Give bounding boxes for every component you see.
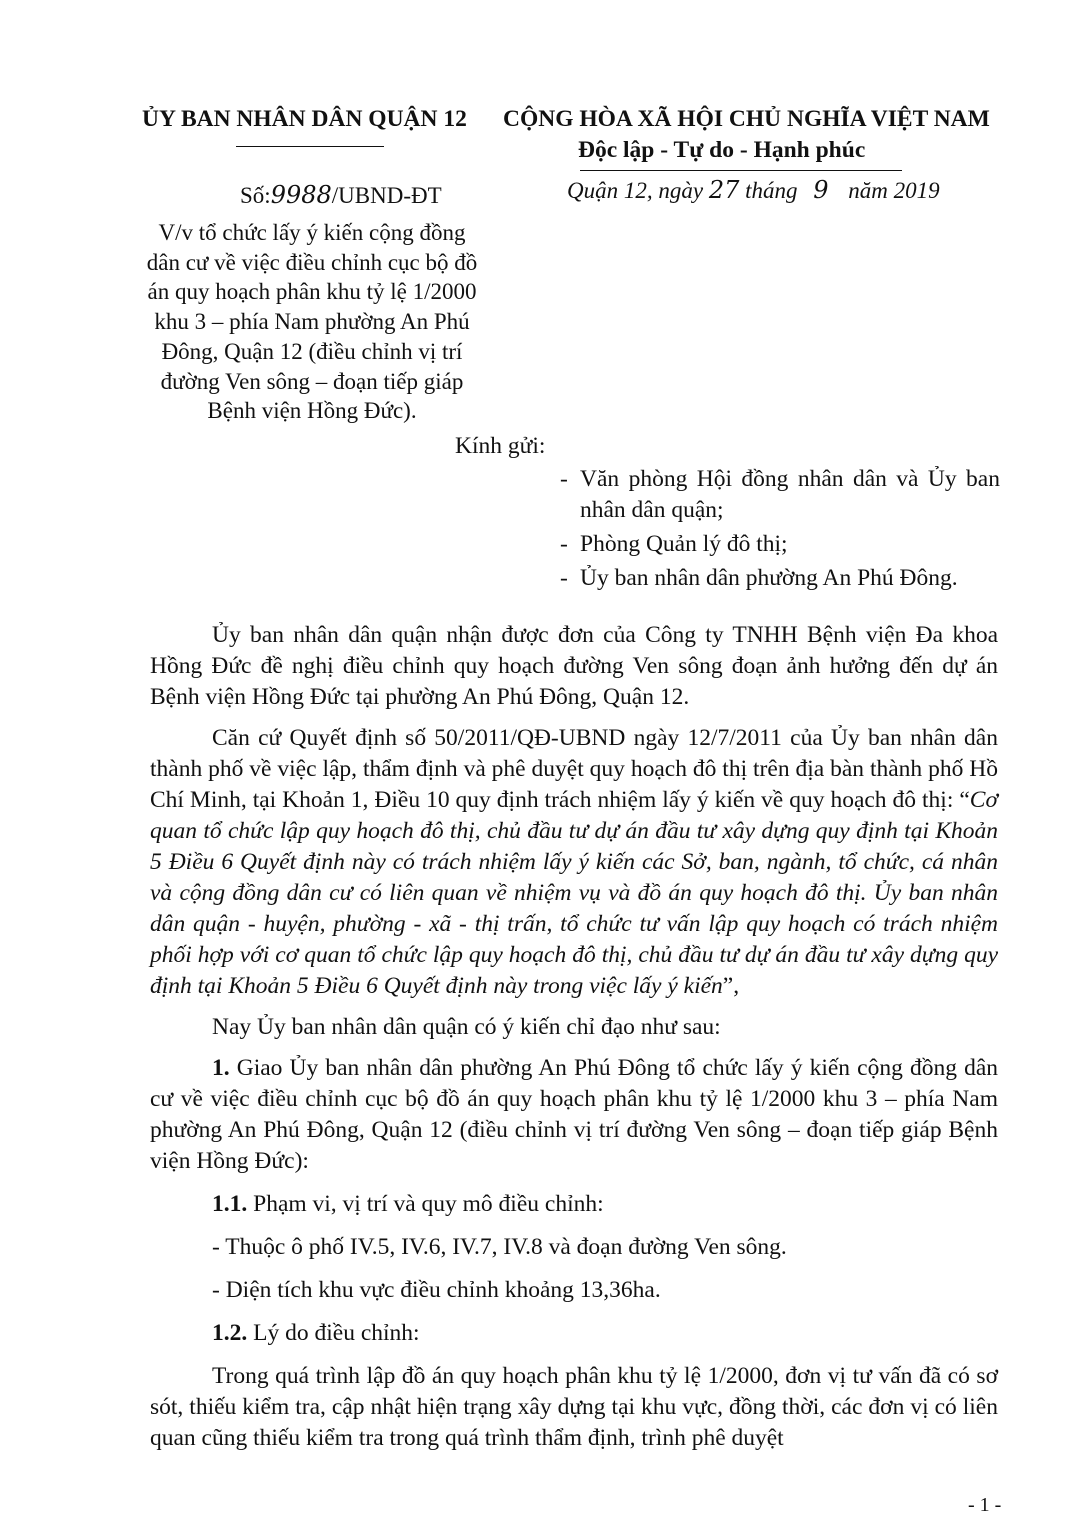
item-1-text: Giao Ủy ban nhân dân phường An Phú Đông tổ chức lấy ý kiến cộng đồng dân cư về việc điều chỉnh cục bộ đồ án quy hoạch phân khu tỷ lệ 1/2000 khu 3 – phía Nam phường An Phú Đông, Quận 12 (điều chỉnh vị trí đường Ven sông – đoạn tiếp giáp Bệnh viện Hồng Đức): xyxy=(150,1055,998,1174)
recipients-list xyxy=(560,464,1000,597)
recipient-item: - Ủy ban nhân dân phường An Phú Đông. xyxy=(560,563,1000,594)
nation-name: CỘNG HÒA XÃ HỘI CHỦ NGHĨA VIỆT NAM xyxy=(503,106,990,132)
legal-basis-quote: Cơ quan tổ chức lập quy hoạch đô thị, chủ đầu tư dự án đầu tư xây dựng quy định tại Khoản 5 Điều 6 Quyết định này có trách nhiệm lấy ý kiến các Sở, ban, ngành, tổ chức, cá nhân và cộng đồng dân cư có liên quan về nhiệm vụ và đồ án quy hoạch đô thị. Ủy ban nhân dân quận - huyện, phường - xã - thị trấn, tổ chức tư vấn lập quy hoạch có trách nhiệm phối hợp với cơ quan tổ chức lập quy hoạch đô thị, chủ đầu tư dự án đầu tư xây dựng quy định tại Khoản 5 Điều 6 Quyết định này trong việc lấy ý kiến xyxy=(150,787,998,999)
date-line xyxy=(567,176,940,204)
issuer-underline xyxy=(236,146,384,147)
recipient-text: Ủy ban nhân dân phường An Phú Đông. xyxy=(580,565,958,591)
recipient-text: Phòng Quản lý đô thị; xyxy=(580,531,788,557)
issuer-name: ỦY BAN NHÂN DÂN QUẬN 12 xyxy=(142,106,467,132)
item-1-2-text: Lý do điều chỉnh: xyxy=(247,1320,420,1346)
doc-number-handwritten: 9988 xyxy=(270,181,332,209)
subject-line: Bệnh viện Hồng Đức). xyxy=(207,398,417,424)
paragraph-legal-basis xyxy=(150,723,998,1002)
date-mid: tháng xyxy=(745,178,798,203)
paragraph-item-1-1 xyxy=(150,1189,998,1220)
subject-line: dân cư về việc điều chỉnh cục bộ đồ xyxy=(146,249,478,275)
national-motto: Độc lập - Tự do - Hạnh phúc xyxy=(578,137,866,163)
item-1-2-number: 1.2. xyxy=(212,1320,248,1346)
page-number: - 1 - xyxy=(968,1494,1002,1516)
recipient-item: - Văn phòng Hội đồng nhân dân và Ủy ban nhân dân quận; xyxy=(560,464,1000,526)
legal-basis-end: ”, xyxy=(722,973,740,999)
legal-basis-intro: Căn cứ Quyết định số 50/2011/QĐ-UBND ngày 12/7/2011 của Ủy ban nhân dân thành phố về việc lập, thẩm định và phê duyệt quy hoạch đô thị trên địa bàn thành phố Hồ Chí Minh, tại Khoản 1, Điều 10 quy định trách nhiệm lấy ý kiến về quy hoạch đô thị: “ xyxy=(150,725,998,813)
subject-line: đường Ven sông – đoạn tiếp giáp xyxy=(160,368,464,394)
salutation: Kính gửi: xyxy=(455,433,546,459)
bullet-item: - Thuộc ô phố IV.5, IV.6, IV.7, IV.8 và đoạn đường Ven sông. xyxy=(212,1234,787,1260)
subject-block xyxy=(132,218,492,426)
subject-line: khu 3 – phía Nam phường An Phú xyxy=(154,309,470,335)
date-day: 27 xyxy=(708,176,740,204)
date-prefix: Quận 12, ngày xyxy=(567,178,704,203)
date-suffix: năm 2019 xyxy=(848,178,940,203)
date-month: 9 xyxy=(813,176,829,204)
paragraph-item-1-2 xyxy=(150,1318,998,1349)
motto-underline xyxy=(580,170,902,171)
item-1-1-number: 1.1. xyxy=(212,1191,248,1217)
paragraph-petition: Ủy ban nhân dân quận nhận được đơn của Công ty TNHH Bệnh viện Đa khoa Hồng Đức đề nghị điều chỉnh quy hoạch đường Ven sông đoạn ảnh hưởng đến dự án Bệnh viện Hồng Đức tại phường An Phú Đông, Quận 12. xyxy=(150,622,998,710)
item-1-number: 1. xyxy=(212,1055,230,1081)
paragraph-reason: Trong quá trình lập đồ án quy hoạch phân khu tỷ lệ 1/2000, đơn vị tư vấn đã có sơ sót, thiếu kiểm tra, cập nhật hiện trạng xây dựng tại khu vực, đồng thời, các đơn vị có liên quan cũng thiếu kiểm tra trong quá trình thẩm định, trình phê duyệt xyxy=(150,1363,998,1451)
recipient-item: - Phòng Quản lý đô thị; xyxy=(560,529,1000,560)
recipient-text: Văn phòng Hội đồng nhân dân và Ủy ban nhân dân quận; xyxy=(580,466,1000,523)
subject-line: V/v tổ chức lấy ý kiến cộng đồng xyxy=(158,220,466,245)
subject-line: án quy hoạch phân khu tỷ lệ 1/2000 xyxy=(147,279,477,305)
doc-number-prefix: Số: xyxy=(240,183,271,208)
document-body xyxy=(150,620,998,1454)
bullet-item: - Diện tích khu vực điều chỉnh khoảng 13,36ha. xyxy=(212,1277,661,1303)
paragraph-item-1 xyxy=(150,1053,998,1177)
document-number xyxy=(240,181,442,209)
paragraph-directive: Nay Ủy ban nhân dân quận có ý kiến chỉ đạo như sau: xyxy=(212,1014,721,1040)
subject-line: Đông, Quận 12 (điều chỉnh vị trí xyxy=(161,338,463,364)
doc-number-suffix: /UBND-ĐT xyxy=(331,183,442,208)
item-1-1-text: Phạm vi, vị trí và quy mô điều chỉnh: xyxy=(247,1191,604,1217)
